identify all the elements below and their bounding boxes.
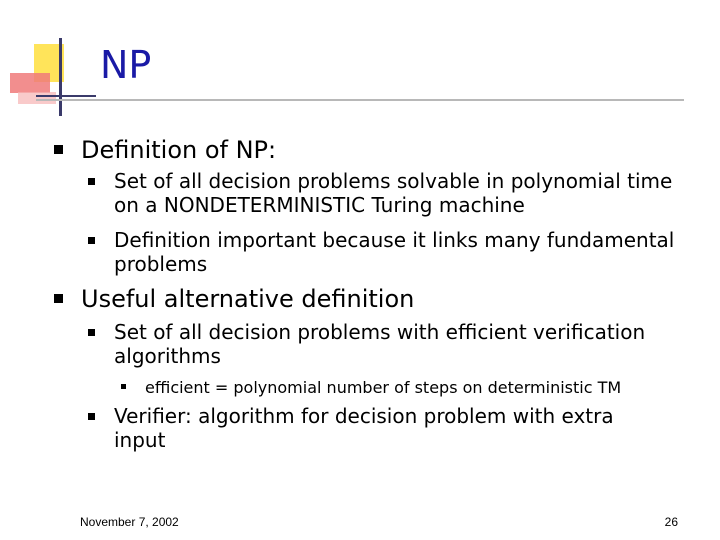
bullet-text: Useful alternative definition — [81, 285, 415, 313]
sub-bullet-item — [88, 229, 708, 277]
sub-sub-bullet-item — [121, 378, 711, 397]
bullet-text: Definition important because it links many fundamental problems — [114, 228, 675, 276]
bullet-marker — [88, 329, 95, 336]
slide-title: NP — [100, 43, 152, 87]
sub-bullet-item — [88, 405, 668, 453]
sub-bullet-item — [88, 170, 702, 218]
bullet-marker — [121, 384, 126, 389]
bullet-text: Verifier: algorithm for decision problem with extra input — [114, 404, 614, 452]
bullet-marker — [88, 413, 95, 420]
bullet-item — [54, 136, 694, 165]
bullet-marker — [88, 178, 95, 185]
bullet-marker — [88, 237, 95, 244]
bullet-marker — [54, 145, 63, 154]
sub-bullet-item — [88, 321, 688, 369]
bullet-text: Set of all decision problems with efficient verification algorithms — [114, 320, 646, 368]
bullet-text: Definition of NP: — [81, 136, 277, 164]
bullet-item — [54, 285, 694, 314]
bullet-text: Set of all decision problems solvable in polynomial time on a NONDETERMINISTIC Turing machine — [114, 169, 673, 217]
bullet-marker — [54, 294, 63, 303]
footer-date: November 7, 2002 — [80, 515, 179, 529]
bullet-text: efficient = polynomial number of steps on deterministic TM — [145, 378, 622, 397]
slide-number: 26 — [664, 515, 678, 529]
